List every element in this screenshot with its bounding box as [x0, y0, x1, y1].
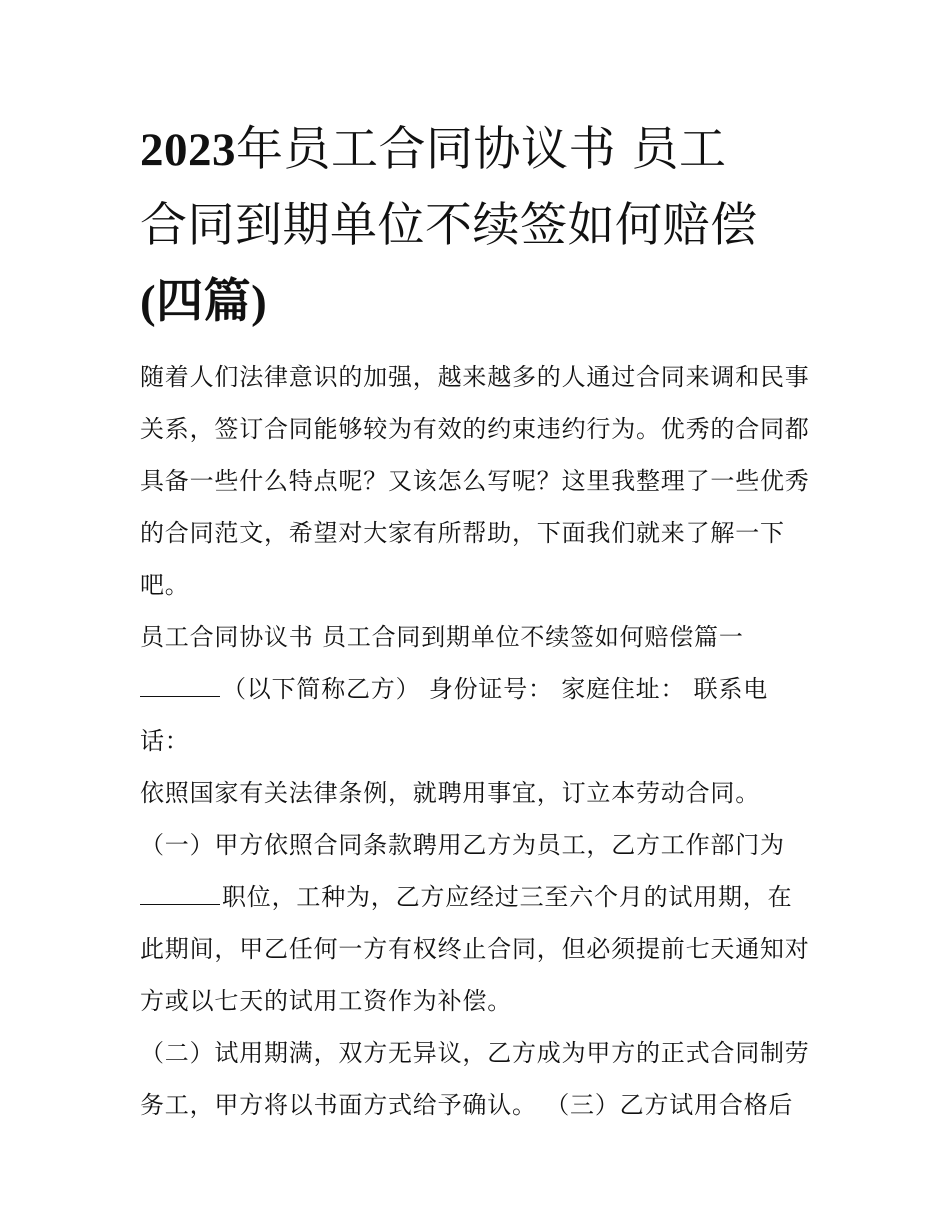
body-line: 关系，签订合同能够较为有效的约束违约行为。优秀的合同都: [140, 415, 810, 443]
body-line: [140, 663, 820, 715]
document-title: [140, 112, 820, 340]
body-line: 话：: [140, 727, 190, 755]
document-body: [140, 351, 820, 1131]
title-line-1: [140, 122, 726, 177]
body-line: 务工，甲方将以书面方式给予确认。 （三）乙方试用合格后: [140, 1091, 794, 1119]
title-line-2: 合同到期单位不续签如何赔偿: [140, 198, 758, 253]
body-line: 随着人们法律意识的加强，越来越多的人通过合同来调和民事: [140, 363, 810, 391]
body-line: 的合同范文，希望对大家有所帮助，下面我们就来了解一下: [140, 519, 785, 547]
body-line: 此期间，甲乙任何一方有权终止合同，但必须提前七天通知对: [140, 935, 810, 963]
body-line: 吧。: [140, 571, 190, 599]
title-year: 2023: [140, 124, 236, 176]
document-page: [140, 112, 820, 1131]
fill-blank: [140, 674, 220, 697]
section-heading: 员工合同协议书 员工合同到期单位不续签如何赔偿篇一: [140, 623, 744, 651]
title-line-1-text: 年员工合同协议书 员工: [236, 122, 727, 177]
body-line-text: （以下简称乙方） 身份证号： 家庭住址： 联系电: [222, 675, 769, 703]
body-line: 具备一些什么特点呢？又该怎么写呢？这里我整理了一些优秀: [140, 467, 810, 495]
body-line: [140, 871, 820, 923]
fill-blank: [140, 882, 220, 905]
body-line: （二）试用期满，双方无异议，乙方成为甲方的正式合同制劳: [140, 1039, 810, 1067]
body-line: （一）甲方依照合同条款聘用乙方为员工，乙方工作部门为: [140, 831, 785, 859]
body-line-text: 职位，工种为，乙方应经过三至六个月的试用期，在: [222, 883, 793, 911]
body-line: 依照国家有关法律条例，就聘用事宜，订立本劳动合同。: [140, 779, 760, 807]
body-line: 方或以七天的试用工资作为补偿。: [140, 987, 512, 1015]
title-line-3: (四篇): [140, 276, 268, 328]
